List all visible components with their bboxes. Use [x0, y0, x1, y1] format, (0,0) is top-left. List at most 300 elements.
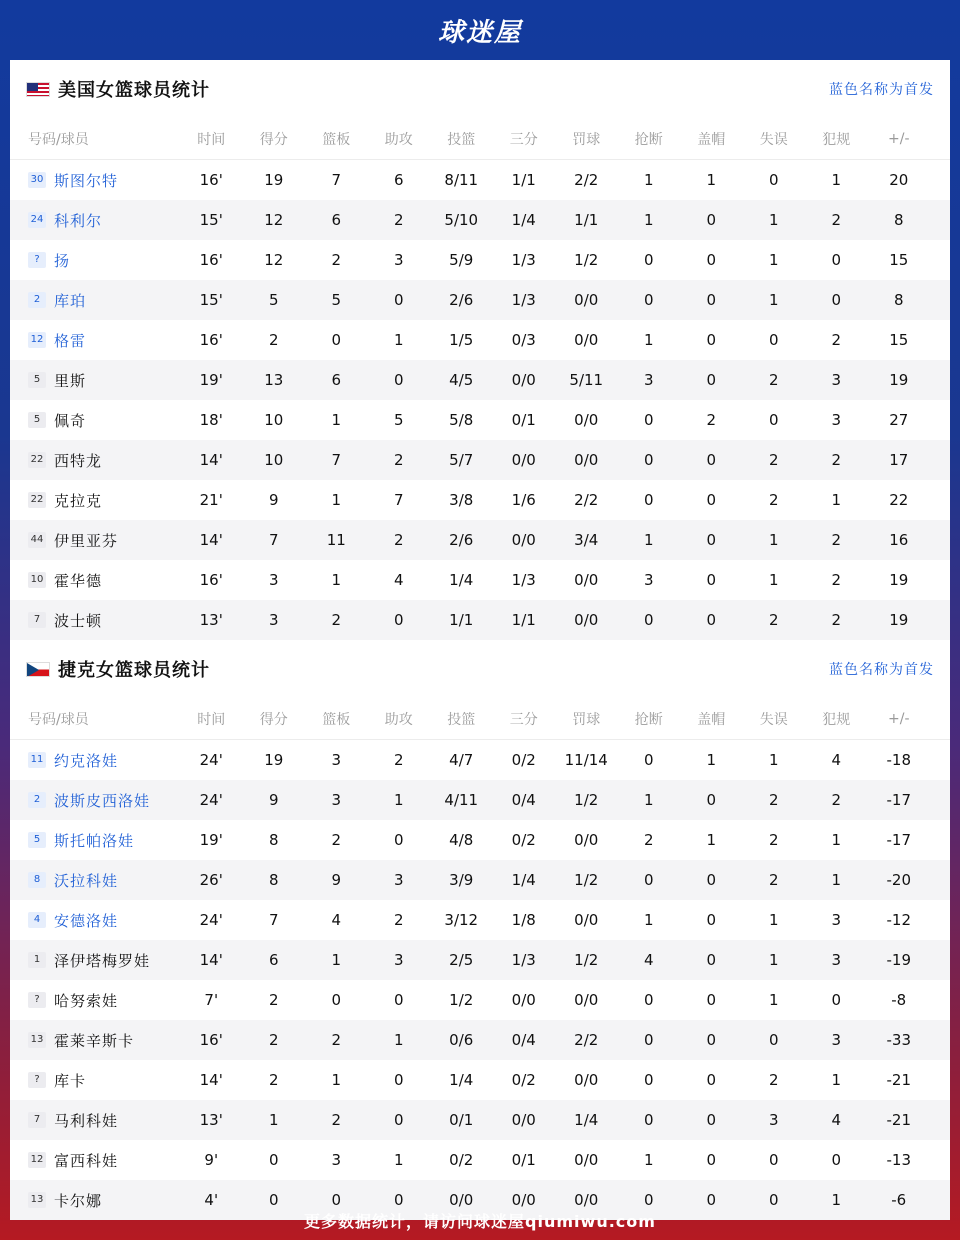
- section-title: [26, 76, 210, 102]
- stat-cell: 0: [706, 571, 717, 589]
- column-header: 三分: [509, 131, 538, 148]
- stat-cell: 0/4: [511, 1031, 536, 1049]
- stat-cell: -21: [886, 1071, 911, 1089]
- stat-cell: 1: [331, 491, 342, 509]
- jersey-number: 22: [28, 492, 46, 508]
- stat-cell: 2: [831, 331, 842, 349]
- stat-cell: 19: [889, 571, 909, 589]
- team-title: 捷克女篮球员统计: [58, 660, 210, 681]
- stat-cell: 8: [268, 831, 279, 849]
- stat-cell: 7: [331, 451, 342, 469]
- stat-cell: 2: [393, 211, 404, 229]
- stat-cell: 2/2: [574, 491, 599, 509]
- stat-cell: 5/8: [449, 411, 474, 429]
- stat-cell: 1/2: [574, 251, 599, 269]
- table-row: [10, 980, 950, 1020]
- player-name[interactable]: 库卡: [54, 1071, 87, 1090]
- stat-cell: 2: [393, 531, 404, 549]
- stat-cell: -21: [886, 1111, 911, 1129]
- stat-cell: 1: [643, 911, 654, 929]
- player-name[interactable]: 斯图尔特: [54, 171, 119, 190]
- stat-cell: 0: [831, 1151, 842, 1169]
- stat-cell: 3: [831, 371, 842, 389]
- stat-cell: 4/5: [449, 371, 474, 389]
- stat-cell: 0: [706, 991, 717, 1009]
- stat-cell: 0: [331, 331, 342, 349]
- player-name[interactable]: 泽伊塔梅罗娃: [54, 951, 151, 970]
- stat-cell: -13: [886, 1151, 911, 1169]
- usa-flag-icon: [26, 82, 50, 97]
- stat-cell: 12: [264, 251, 284, 269]
- stat-cell: 3: [268, 571, 279, 589]
- column-header: 失误: [759, 131, 788, 148]
- player-name[interactable]: 扬: [54, 251, 71, 270]
- stat-cell: 0: [643, 1111, 654, 1129]
- table-row: [10, 440, 950, 480]
- stat-cell: 18': [199, 411, 223, 429]
- stat-cell: 3: [331, 1151, 342, 1169]
- stat-cell: 4: [643, 951, 654, 969]
- starter-legend-note: 蓝色名称为首发: [829, 82, 934, 98]
- stat-cell: 27: [889, 411, 909, 429]
- stat-cell: 0/0: [574, 411, 599, 429]
- table-row: [10, 860, 950, 900]
- stat-cell: 1/2: [574, 791, 599, 809]
- stat-cell: 0/2: [511, 831, 536, 849]
- stat-cell: 7: [331, 171, 342, 189]
- player-name[interactable]: 格雷: [54, 331, 87, 350]
- stat-cell: 1: [768, 991, 779, 1009]
- player-name[interactable]: 克拉克: [54, 491, 103, 510]
- stat-cell: 1: [831, 831, 842, 849]
- stat-cell: 15: [889, 251, 909, 269]
- stat-cell: 4: [331, 911, 342, 929]
- stat-cell: 3: [831, 411, 842, 429]
- stat-cell: 0/3: [511, 331, 536, 349]
- stat-cell: 0: [393, 1111, 404, 1129]
- table-row: [10, 160, 950, 200]
- stat-cell: 1: [831, 171, 842, 189]
- player-name[interactable]: 佩奇: [54, 411, 87, 430]
- jersey-number: 24: [28, 212, 46, 228]
- team-section-czech: [10, 640, 950, 1220]
- stat-cell: 13': [199, 611, 223, 629]
- table-row: [10, 200, 950, 240]
- stat-cell: 0: [643, 291, 654, 309]
- column-header: 助攻: [384, 131, 413, 148]
- stat-cell: 0: [393, 1071, 404, 1089]
- stat-cell: 0: [768, 1031, 779, 1049]
- stat-cell: 0: [331, 1191, 342, 1209]
- stat-cell: 0/0: [574, 1191, 599, 1209]
- player-name[interactable]: 霍华德: [54, 571, 103, 590]
- table-row: [10, 400, 950, 440]
- jersey-number: 8: [28, 872, 46, 888]
- stat-cell: 1: [331, 411, 342, 429]
- stat-cell: 0: [268, 1151, 279, 1169]
- stat-cell: 0: [706, 291, 717, 309]
- table-row: [10, 1100, 950, 1140]
- stat-cell: 0: [643, 751, 654, 769]
- player-name[interactable]: 卡尔娜: [54, 1191, 103, 1210]
- stat-cell: 20: [889, 171, 909, 189]
- stat-cell: 24': [199, 751, 223, 769]
- stat-cell: 0: [643, 1071, 654, 1089]
- player-cell: [10, 990, 180, 1011]
- jersey-number: 13: [28, 1192, 46, 1208]
- stat-cell: 4/11: [444, 791, 479, 809]
- stat-cell: 1/4: [511, 871, 536, 889]
- stat-cell: 0/0: [511, 1191, 536, 1209]
- player-cell: [10, 250, 180, 271]
- player-name[interactable]: 伊里亚芬: [54, 531, 119, 550]
- stat-cell: 14': [199, 451, 223, 469]
- stat-cell: 8/11: [444, 171, 479, 189]
- stat-cell: 0: [643, 611, 654, 629]
- stat-cell: 6: [393, 171, 404, 189]
- stat-cell: 0: [643, 251, 654, 269]
- column-header: 投篮: [447, 131, 476, 148]
- stat-cell: 0: [706, 371, 717, 389]
- stat-cell: 2: [331, 1111, 342, 1129]
- footer-link[interactable]: 更多数据统计，请访问球迷屋qiumiwu.com: [304, 1211, 656, 1231]
- table-row: [10, 560, 950, 600]
- stat-cell: 1: [831, 871, 842, 889]
- stat-cell: 1/4: [449, 571, 474, 589]
- player-cell: [10, 290, 180, 311]
- player-cell: [10, 1150, 180, 1171]
- player-name[interactable]: 安德洛娃: [54, 911, 119, 930]
- stat-cell: 7: [268, 911, 279, 929]
- stat-cell: 3/9: [449, 871, 474, 889]
- stat-cell: 1: [331, 1071, 342, 1089]
- stat-cell: 0: [768, 1151, 779, 1169]
- stat-cell: 1: [393, 1031, 404, 1049]
- stat-cell: 0: [706, 611, 717, 629]
- stat-cell: 15': [199, 291, 223, 309]
- jersey-number: 4: [28, 912, 46, 928]
- stat-cell: 5/10: [444, 211, 479, 229]
- stat-cell: 2: [831, 451, 842, 469]
- stat-cell: 2: [393, 911, 404, 929]
- stat-cell: 2: [768, 791, 779, 809]
- stat-cell: 2: [768, 491, 779, 509]
- stat-cell: 0/0: [574, 1151, 599, 1169]
- jersey-number: 5: [28, 412, 46, 428]
- stat-cell: 5: [331, 291, 342, 309]
- stat-cell: 1/1: [574, 211, 599, 229]
- player-cell: [10, 490, 180, 511]
- column-header: 篮板: [322, 711, 351, 728]
- stat-cell: 3/4: [574, 531, 599, 549]
- player-cell: [10, 330, 180, 351]
- player-cell: [10, 370, 180, 391]
- table-body: [10, 160, 950, 640]
- player-cell: [10, 210, 180, 231]
- stat-cell: 0/6: [449, 1031, 474, 1049]
- stat-cell: 0: [768, 1191, 779, 1209]
- player-name[interactable]: 约克洛娃: [54, 751, 119, 770]
- stat-cell: 9: [268, 491, 279, 509]
- brand-logo: 球迷屋: [437, 17, 522, 48]
- stat-cell: 1: [268, 1111, 279, 1129]
- stat-cell: 5: [268, 291, 279, 309]
- stat-cell: 16': [199, 1031, 223, 1049]
- player-cell: [10, 570, 180, 591]
- table-row: [10, 940, 950, 980]
- stat-cell: 7: [268, 531, 279, 549]
- stat-cell: 0/0: [511, 1111, 536, 1129]
- column-header-player: 号码/球员: [28, 711, 89, 728]
- stat-cell: 26': [199, 871, 223, 889]
- column-header: 得分: [259, 711, 288, 728]
- stat-cell: 2: [831, 791, 842, 809]
- stat-cell: 1: [643, 531, 654, 549]
- table-row: [10, 480, 950, 520]
- stat-cell: 8: [893, 211, 904, 229]
- stat-cell: 1: [393, 1151, 404, 1169]
- stat-cell: 4/7: [449, 751, 474, 769]
- table-row: [10, 900, 950, 940]
- stat-cell: 2/2: [574, 171, 599, 189]
- section-header: [10, 60, 950, 118]
- stat-cell: -20: [886, 871, 911, 889]
- stat-cell: 1/4: [511, 211, 536, 229]
- table-row: [10, 320, 950, 360]
- table-body: [10, 740, 950, 1220]
- player-name[interactable]: 哈努索娃: [54, 991, 119, 1010]
- stat-cell: 0/0: [574, 611, 599, 629]
- player-name[interactable]: 科利尔: [54, 211, 103, 230]
- stat-cell: 1/2: [449, 991, 474, 1009]
- stat-cell: 0/0: [511, 451, 536, 469]
- jersey-number: ?: [28, 1072, 46, 1088]
- stat-cell: 1/1: [449, 611, 474, 629]
- stat-cell: 1: [706, 751, 717, 769]
- player-cell: [10, 950, 180, 971]
- jersey-number: 1: [28, 952, 46, 968]
- player-name[interactable]: 波士顿: [54, 611, 103, 630]
- stat-cell: 5: [393, 411, 404, 429]
- stat-cell: 0: [831, 291, 842, 309]
- czech-flag-icon: [26, 662, 50, 677]
- stat-cell: 1: [768, 531, 779, 549]
- stat-cell: 3: [268, 611, 279, 629]
- stat-cell: 1/3: [511, 951, 536, 969]
- stat-cell: 0/0: [574, 291, 599, 309]
- stat-cell: 19: [264, 171, 284, 189]
- column-header: 投篮: [447, 711, 476, 728]
- jersey-number: ?: [28, 992, 46, 1008]
- stat-cell: 0: [706, 951, 717, 969]
- player-name[interactable]: 斯托帕洛娃: [54, 831, 135, 850]
- jersey-number: 7: [28, 612, 46, 628]
- table-row: [10, 1060, 950, 1100]
- stat-cell: 0/4: [511, 791, 536, 809]
- player-name[interactable]: 里斯: [54, 371, 87, 390]
- jersey-number: 12: [28, 332, 46, 348]
- table-row: [10, 280, 950, 320]
- stat-cell: 15: [889, 331, 909, 349]
- player-name[interactable]: 波斯皮西洛娃: [54, 791, 151, 810]
- table-header: [10, 698, 950, 740]
- stat-cell: 11/14: [564, 751, 608, 769]
- column-header: 抢断: [634, 711, 663, 728]
- stat-cell: 3/12: [444, 911, 479, 929]
- player-cell: [10, 790, 180, 811]
- column-header: +/-: [888, 130, 910, 147]
- player-cell: [10, 1070, 180, 1091]
- stat-cell: 2: [268, 1031, 279, 1049]
- player-name[interactable]: 库珀: [54, 291, 87, 310]
- stat-cell: 0/0: [511, 371, 536, 389]
- player-cell: [10, 1030, 180, 1051]
- stat-cell: 0: [643, 491, 654, 509]
- column-header: 时间: [197, 131, 226, 148]
- stat-cell: 0/2: [449, 1151, 474, 1169]
- stat-cell: 19: [264, 751, 284, 769]
- stat-cell: 1: [768, 291, 779, 309]
- stat-cell: 3/8: [449, 491, 474, 509]
- stat-cell: 2: [768, 871, 779, 889]
- stat-cell: 9': [204, 1151, 219, 1169]
- stat-cell: 2: [268, 991, 279, 1009]
- stat-cell: 0/0: [574, 991, 599, 1009]
- stat-cell: 1: [331, 951, 342, 969]
- stat-cell: 0: [706, 211, 717, 229]
- column-header: 失误: [759, 711, 788, 728]
- stat-cell: 1/1: [511, 611, 536, 629]
- stat-cell: -17: [886, 831, 911, 849]
- column-header: 抢断: [634, 131, 663, 148]
- stat-cell: 0: [643, 411, 654, 429]
- stat-cell: 2: [331, 831, 342, 849]
- jersey-number: 11: [28, 752, 46, 768]
- stat-cell: 3: [831, 951, 842, 969]
- stat-cell: -19: [886, 951, 911, 969]
- jersey-number: 12: [28, 1152, 46, 1168]
- column-header-player: 号码/球员: [28, 131, 89, 148]
- stat-cell: -6: [891, 1191, 907, 1209]
- jersey-number: 5: [28, 372, 46, 388]
- jersey-number: 22: [28, 452, 46, 468]
- player-name[interactable]: 沃拉科娃: [54, 871, 119, 890]
- jersey-number: ?: [28, 252, 46, 268]
- stat-cell: 15': [199, 211, 223, 229]
- stat-cell: 1/2: [574, 951, 599, 969]
- table-row: [10, 240, 950, 280]
- stat-cell: 0: [706, 1071, 717, 1089]
- player-name[interactable]: 西特龙: [54, 451, 103, 470]
- stat-cell: 1: [706, 171, 717, 189]
- stat-cell: 24': [199, 791, 223, 809]
- jersey-number: 13: [28, 1032, 46, 1048]
- column-header: 盖帽: [697, 711, 726, 728]
- stat-cell: 1/4: [574, 1111, 599, 1129]
- jersey-number: 10: [28, 572, 46, 588]
- stat-cell: 16': [199, 171, 223, 189]
- stat-cell: 5/11: [569, 371, 604, 389]
- stat-cell: 0: [643, 1031, 654, 1049]
- stat-cell: 19': [199, 831, 223, 849]
- stat-cell: 2: [831, 571, 842, 589]
- stat-cell: 6: [268, 951, 279, 969]
- stat-cell: 1: [331, 571, 342, 589]
- stat-cell: 8: [893, 291, 904, 309]
- stat-cell: 3: [393, 251, 404, 269]
- stat-cell: 1: [643, 331, 654, 349]
- stat-cell: 2: [393, 751, 404, 769]
- stat-cell: 0: [706, 1031, 717, 1049]
- stat-cell: 6: [331, 371, 342, 389]
- stat-cell: 1: [768, 751, 779, 769]
- stat-cell: 0: [331, 991, 342, 1009]
- stat-cell: 0/1: [449, 1111, 474, 1129]
- stat-cell: 13': [199, 1111, 223, 1129]
- stat-cell: 2: [768, 831, 779, 849]
- stat-cell: 0: [831, 251, 842, 269]
- stat-cell: 3: [831, 911, 842, 929]
- player-name[interactable]: 马利科娃: [54, 1111, 119, 1130]
- stat-cell: 0: [643, 871, 654, 889]
- stat-cell: 2: [768, 611, 779, 629]
- stat-cell: 2: [331, 1031, 342, 1049]
- stat-cell: 1/3: [511, 571, 536, 589]
- stat-cell: 7': [204, 991, 219, 1009]
- stat-cell: -33: [886, 1031, 911, 1049]
- stat-cell: 9: [268, 791, 279, 809]
- stat-cell: 0/0: [511, 531, 536, 549]
- stat-cell: 2: [768, 451, 779, 469]
- stat-cell: 0: [768, 171, 779, 189]
- stat-cell: 6: [331, 211, 342, 229]
- stat-cell: 1: [768, 211, 779, 229]
- stat-cell: 0: [706, 491, 717, 509]
- stat-cell: 1/8: [511, 911, 536, 929]
- player-cell: [10, 750, 180, 771]
- table-row: [10, 600, 950, 640]
- stat-cell: 1: [643, 211, 654, 229]
- stat-cell: 0/1: [511, 411, 536, 429]
- stat-cell: 10: [264, 411, 284, 429]
- stat-cell: 1/4: [449, 1071, 474, 1089]
- stat-cell: 3: [393, 871, 404, 889]
- column-header: 助攻: [384, 711, 413, 728]
- stat-cell: 1: [831, 1191, 842, 1209]
- stat-cell: 3: [393, 951, 404, 969]
- stat-cell: 2: [643, 831, 654, 849]
- player-name[interactable]: 富西科娃: [54, 1151, 119, 1170]
- stat-cell: 0/0: [574, 1071, 599, 1089]
- stat-cell: 1: [393, 331, 404, 349]
- stat-cell: 1: [831, 1071, 842, 1089]
- stat-cell: 21': [199, 491, 223, 509]
- stat-cell: -8: [891, 991, 907, 1009]
- player-name[interactable]: 霍莱辛斯卡: [54, 1031, 135, 1050]
- stat-cell: 0/0: [574, 571, 599, 589]
- stat-cell: 2/2: [574, 1031, 599, 1049]
- table-row: [10, 740, 950, 780]
- stat-cell: 0: [268, 1191, 279, 1209]
- stat-cell: 0: [706, 911, 717, 929]
- stat-cell: 1: [831, 491, 842, 509]
- stat-cell: 16': [199, 571, 223, 589]
- column-header: 篮板: [322, 131, 351, 148]
- stat-cell: 1/6: [511, 491, 536, 509]
- stat-cell: 0: [706, 1111, 717, 1129]
- stat-cell: 0: [393, 371, 404, 389]
- stat-cell: 16: [889, 531, 909, 549]
